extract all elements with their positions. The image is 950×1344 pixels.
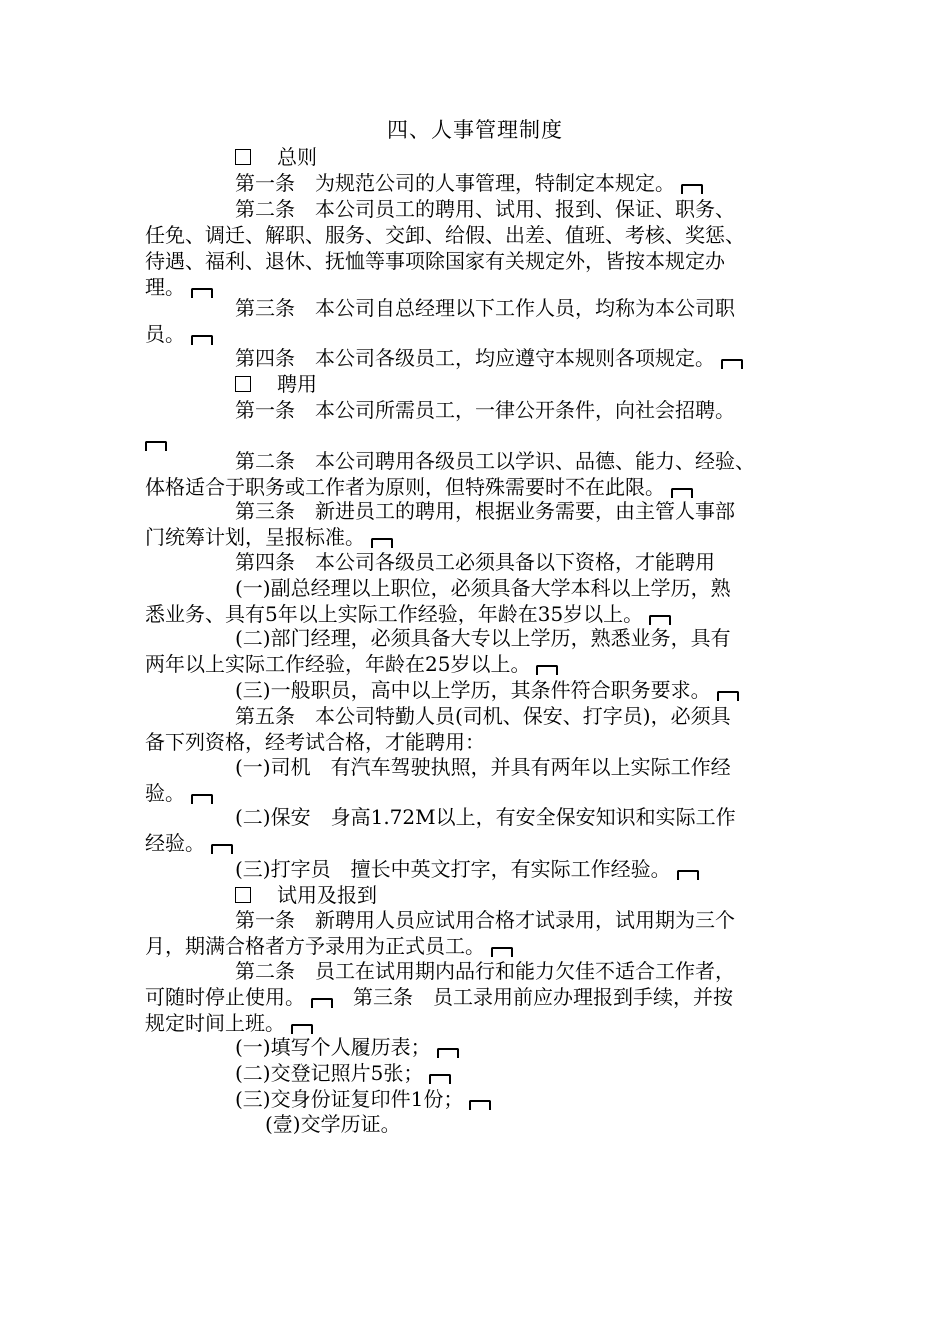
paragraph-mark-icon [211,844,233,854]
article-g2: 第二条 本公司员工的聘用、试用、报到、保证、职务、 任免、调迁、解职、服务、交卸、给假、出差、值班、考核、奖惩、 待遇、福利、退休、抚恤等事项除国家有关规定外，皆按本规定办 理。 [145,197,745,299]
paragraph-mark-icon [429,1074,451,1084]
checkbox-icon [235,887,251,903]
document-title: 四、人事管理制度 [387,118,563,142]
paragraph-mark-icon [671,488,693,498]
paragraph-mark-icon [721,359,743,369]
section-heading-hiring: 聘用 [145,371,915,397]
paragraph-mark-icon [536,665,558,675]
paragraph-mark-icon [491,947,513,957]
paragraph-mark-icon [469,1100,491,1110]
item-h4-1: (一)副总经理以上职位，必须具备大学本科以上学历，熟 悉业务、具有5年以上实际工作经验，年龄在35岁以上。 [145,576,731,626]
paragraph-mark-icon [371,538,393,548]
paragraph-mark-icon [191,794,213,804]
paragraph-mark-icon [677,870,699,880]
item-h4-2: (二)部门经理，必须具备大专以上学历，熟悉业务，具有 两年以上实际工作经验，年龄在25岁以上。 [145,626,731,676]
article-g1: 第一条 为规范公司的人事管理，特制定本规定。 [145,170,915,196]
item-h5-3: (三)打字员 擅长中英文打字，有实际工作经验。 [145,856,915,882]
paragraph-mark-icon [291,1024,313,1034]
item-h5-1: (一)司机 有汽车驾驶执照，并具有两年以上实际工作经 验。 [145,755,731,805]
article-h2: 第二条 本公司聘用各级员工以学识、品德、能力、经验、 体格适合于职务或工作者为原则，但特殊需要时不在此限。 [145,449,755,499]
paragraph-mark-icon [649,615,671,625]
item-p3-3: (三)交身份证复印件1份； [145,1086,915,1112]
article-h1: 第一条 本公司所需员工，一律公开条件，向社会招聘。 [145,397,825,453]
article-h5: 第五条 本公司特勤人员(司机、保安、打字员)，必须具 备下列资格，经考试合格，才能聘用： [145,704,731,754]
section-heading-probation: 试用及报到 [145,882,915,908]
item-p3-1: (一)填写个人履历表； [145,1034,915,1060]
checkbox-icon [235,376,251,392]
item-p3-2: (二)交登记照片5张； [145,1060,915,1086]
article-h3: 第三条 新进员工的聘用，根据业务需要，由主管人事部 门统筹计划，呈报标准。 [145,499,735,549]
paragraph-mark-icon [311,998,333,1008]
paragraph-mark-icon [681,184,703,194]
article-p2-p3: 第二条 员工在试用期内品行和能力欠佳不适合工作者， 可随时停止使用。 第三条 员工录用前应办理报到手续，并按 规定时间上班。 [145,959,735,1035]
article-p1: 第一条 新聘用人员应试用合格才试录用，试用期为三个 月，期满合格者方予录用为正式员工。 [145,908,735,958]
paragraph-mark-icon [717,691,739,701]
item-h4-3: (三)一般职员，高中以上学历，其条件符合职务要求。 [145,677,915,703]
article-g3: 第三条 本公司自总经理以下工作人员，均称为本公司职 员。 [145,296,735,346]
section-heading-general: 总则 [145,144,915,170]
article-h4: 第四条 本公司各级员工必须具备以下资格，才能聘用 [235,550,715,574]
item-h5-2: (二)保安 身高1.72M以上，有安全保安知识和实际工作 经验。 [145,805,736,855]
checkbox-icon [235,149,251,165]
article-g4: 第四条 本公司各级员工，均应遵守本规则各项规定。 [145,345,915,371]
item-p3-4: (壹)交学历证。 [265,1112,401,1136]
paragraph-mark-icon [437,1048,459,1058]
paragraph-mark-icon [191,335,213,345]
